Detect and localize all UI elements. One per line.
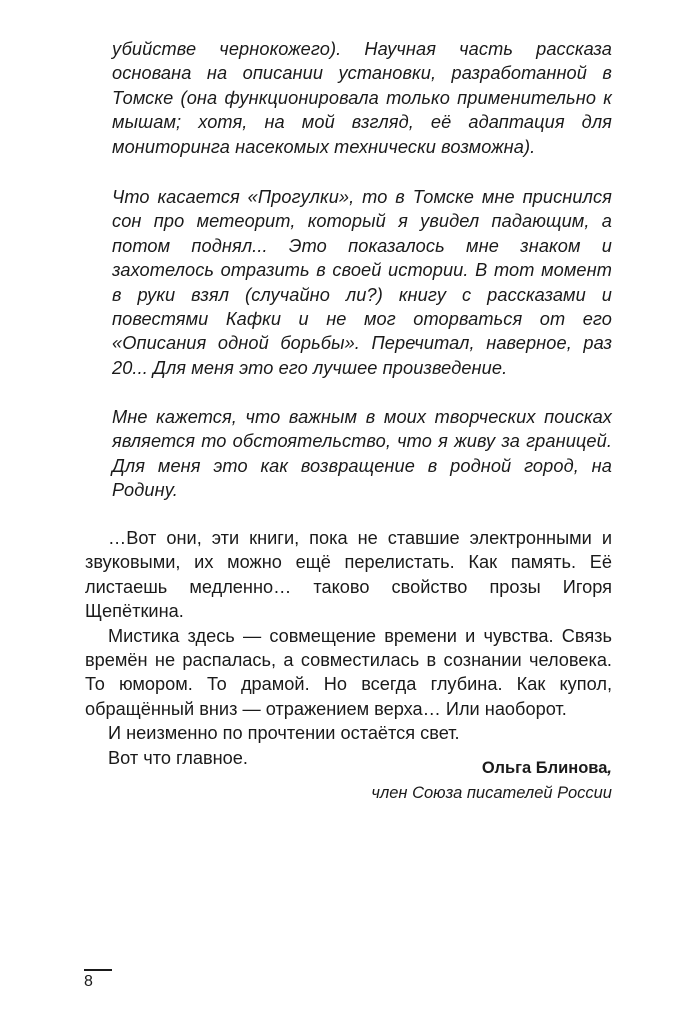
author-role: член Союза писателей России [371, 784, 612, 802]
author-name-comma: , [607, 759, 612, 777]
main-text [85, 526, 612, 770]
italic-paragraph-text: Мне кажется, что важным в моих творческих поисках является то обстоятельство, что я живу за границей. Для меня это как возвращение в родной город, на Родину. [112, 407, 612, 501]
body-paragraph-2: Мистика здесь — совмещение времени и чувства. Связь времён не распалась, а совместилась в сознании человека. То юмором. То драмой. Но всегда глубина. Как купол, обращённый вниз — отражением верха… Или наоборот. [85, 625, 612, 719]
author-signature [371, 757, 612, 805]
italic-quote-paragraph-3 [112, 405, 612, 503]
page-number: 8 [84, 973, 93, 990]
italic-quote-paragraph-2 [112, 185, 612, 380]
body-paragraph-3: И неизменно по прочтении остаётся свет. [108, 723, 460, 744]
page-number-rule [84, 969, 112, 971]
italic-quote-paragraph-1 [112, 37, 612, 159]
italic-paragraph-text: убийстве чернокожего). Научная часть рассказа основана на описании установки, разработанной в Томске (она функционировала только применительно к мышам; хотя, на мой взгляд, её адаптация для мониторинга насекомых технически возможна). [112, 39, 612, 157]
italic-paragraph-text: Что касается «Прогулки», то в Томске мне приснился сон про метеорит, который я увидел падающим, а потом поднял... Это показалось мне знаком и захотелось отразить в своей истории. В тот момент в руки взял (случайно ли?) книгу с рассказами и повестями Кафки и не мог оторваться от его «Описания одной борьбы». Перечитал, наверное, раз 20... Для меня это его лучшее произведение. [112, 187, 612, 378]
body-paragraph-4: Вот что главное. [108, 747, 248, 768]
body-paragraph-1: …Вот они, эти книги, пока не ставшие электронными и звуковыми, их можно ещё перелистать. Как память. Её листаешь медленно… таково свойство прозы Игоря Щепёткина. [85, 528, 612, 622]
author-name: Ольга Блинова [481, 759, 608, 777]
